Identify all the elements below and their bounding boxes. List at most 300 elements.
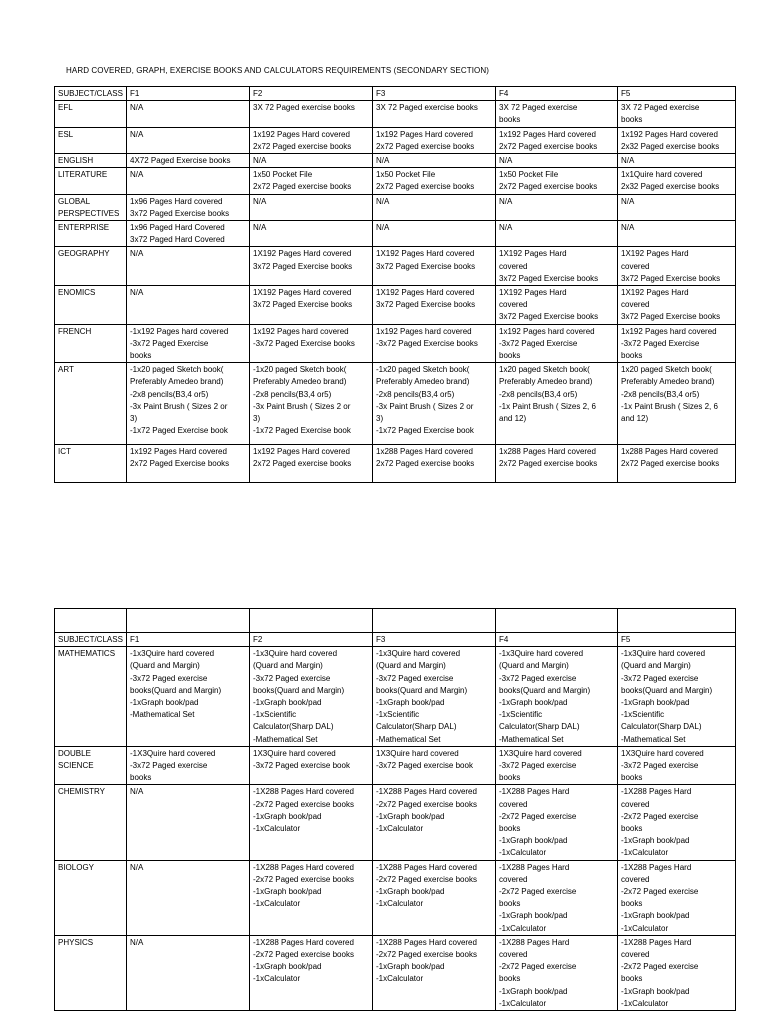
subject-cell [55, 647, 127, 747]
cell-line: covered [499, 300, 528, 310]
header-subject-class: SUBJECT/CLASS [55, 87, 127, 101]
cell-line: N/A [130, 103, 144, 113]
cell-line: -Mathematical Set [130, 710, 195, 720]
subject-cell [55, 363, 127, 445]
subject-cell [55, 101, 127, 127]
table-row [55, 445, 736, 483]
requirement-cell [373, 286, 496, 325]
requirement-cell [618, 746, 736, 785]
cell-line: 3) [253, 414, 261, 424]
requirement-cell [373, 168, 496, 194]
table-row [55, 247, 736, 286]
cell-line: ENGLISH [58, 156, 94, 166]
subject-cell [55, 286, 127, 325]
cell-line: covered [621, 874, 650, 884]
cell-line: 3x72 Paged Exercise books [253, 300, 353, 310]
cell-line: -3x72 Paged Exercise books [253, 338, 355, 348]
subject-cell [55, 860, 127, 935]
cell-line: 3) [376, 414, 384, 424]
requirement-cell [250, 860, 373, 935]
requirement-cell [250, 168, 373, 194]
header-form-4: F4 [496, 87, 618, 101]
cell-line: 3x72 Paged Exercise books [621, 273, 721, 283]
cell-line: N/A [130, 937, 144, 947]
cell-line: -2x8 pencils(B3,4 or5) [130, 389, 209, 399]
cell-line: N/A [130, 170, 144, 180]
cell-line: 3x72 Paged Exercise books [376, 261, 476, 271]
cell-line: -3x72 Paged exercise [130, 761, 208, 771]
requirement-cell [618, 101, 736, 127]
table-row [55, 324, 736, 363]
requirement-cell [618, 647, 736, 747]
requirement-cell [373, 746, 496, 785]
requirement-cell [618, 194, 736, 220]
cell-line: N/A [621, 196, 635, 206]
requirement-cell [127, 445, 250, 483]
cell-line: -3x72 Paged exercise [130, 673, 208, 683]
table-row [55, 935, 736, 1010]
cell-line: -Mathematical Set [621, 734, 686, 744]
requirements-table-1 [54, 86, 736, 483]
cell-line: 1x192 Pages hard covered [376, 326, 472, 336]
cell-line: -1xCalculator [621, 998, 669, 1008]
cell-line: -1xCalculator [376, 824, 424, 834]
blank-cell [373, 609, 496, 633]
requirement-cell [496, 101, 618, 127]
cell-line: -3x72 Paged exercise [499, 673, 577, 683]
requirement-cell [127, 101, 250, 127]
blank-cell [250, 609, 373, 633]
cell-line: 2x72 Paged exercise books [253, 141, 352, 151]
cell-line: 4X72 Paged Exercise books [130, 156, 231, 166]
cell-line: N/A [499, 223, 513, 233]
cell-line: -3x72 Paged Exercise [130, 338, 209, 348]
cell-line: 2x72 Paged exercise books [621, 459, 720, 469]
cell-line: N/A [499, 156, 513, 166]
header-form-5: F5 [618, 87, 736, 101]
cell-line: 3x72 Paged Exercise books [253, 261, 353, 271]
header-subject-class: SUBJECT/CLASS [55, 633, 127, 647]
cell-line: -1xCalculator [253, 974, 301, 984]
cell-line: books(Quard and Margin) [253, 685, 345, 695]
cell-line: Preferably Amedeo brand) [621, 377, 715, 387]
requirement-cell [250, 247, 373, 286]
cell-line: -2x8 pencils(B3,4 or5) [499, 389, 578, 399]
requirement-cell [496, 247, 618, 286]
cell-line: -1X288 Pages Hard [621, 862, 692, 872]
table-row [55, 286, 736, 325]
cell-line: 1X3Quire hard covered [621, 748, 704, 758]
cell-line: -2x8 pencils(B3,4 or5) [376, 389, 455, 399]
blank-cell [127, 609, 250, 633]
cell-line: 1x192 Pages Hard covered [130, 447, 227, 457]
cell-line: ENTERPRISE [58, 223, 110, 233]
cell-line: books [621, 115, 643, 125]
cell-line: -1xGraph book/pad [253, 698, 322, 708]
header-form-5: F5 [618, 633, 736, 647]
cell-line: -3x72 Paged exercise [499, 761, 577, 771]
cell-line: -1X288 Pages Hard covered [376, 862, 477, 872]
cell-line: -1x3Quire hard covered [253, 649, 338, 659]
requirement-cell [618, 860, 736, 935]
cell-line: -1x72 Paged Exercise book [253, 426, 351, 436]
cell-line: 1x192 Pages hard covered [253, 326, 349, 336]
cell-line: books [499, 974, 521, 984]
cell-line: 1x192 Pages Hard covered [621, 129, 718, 139]
subject-cell [55, 746, 127, 785]
cell-line: 1x288 Pages Hard covered [376, 447, 473, 457]
cell-line: 3x72 Paged Exercise books [499, 273, 599, 283]
cell-line: 1x1Quire hard covered [621, 170, 703, 180]
document-title: HARD COVERED, GRAPH, EXERCISE BOOKS AND CALCULATORS REQUIREMENTS (SECONDARY SECTION) [66, 66, 489, 75]
requirement-cell [496, 324, 618, 363]
cell-line: 1X192 Pages Hard covered [253, 288, 352, 298]
requirement-cell [496, 860, 618, 935]
requirement-cell [496, 194, 618, 220]
requirement-cell [618, 168, 736, 194]
table-row [55, 127, 736, 153]
cell-line: books [621, 899, 643, 909]
requirement-cell [618, 324, 736, 363]
cell-line: N/A [130, 862, 144, 872]
cell-line: (Quard and Margin) [621, 661, 691, 671]
cell-line: -1xCalculator [376, 974, 424, 984]
requirement-cell [373, 363, 496, 445]
cell-line: -1x72 Paged Exercise book [130, 426, 228, 436]
cell-line: -1xGraph book/pad [621, 911, 690, 921]
cell-line: 1x50 Pocket File [253, 170, 313, 180]
requirement-cell [127, 785, 250, 860]
cell-line: N/A [253, 156, 267, 166]
cell-line: 1X192 Pages Hard covered [376, 249, 475, 259]
header-form-3: F3 [373, 87, 496, 101]
requirement-cell [250, 154, 373, 168]
cell-line: 3X 72 Paged exercise books [253, 103, 355, 113]
requirement-cell [618, 247, 736, 286]
requirement-cell [250, 785, 373, 860]
cell-line: 1x50 Pocket File [376, 170, 436, 180]
subject-cell [55, 247, 127, 286]
subject-cell [55, 445, 127, 483]
cell-line: -Mathematical Set [499, 734, 564, 744]
requirement-cell [373, 247, 496, 286]
header-form-2: F2 [250, 633, 373, 647]
blank-row [55, 609, 736, 633]
requirement-cell [250, 101, 373, 127]
cell-line: -3x Paint Brush ( Sizes 2 or [130, 401, 228, 411]
subject-cell [55, 168, 127, 194]
cell-line: -1xGraph book/pad [253, 811, 322, 821]
cell-line: BIOLOGY [58, 862, 95, 872]
cell-line: 1x192 Pages Hard covered [253, 447, 350, 457]
cell-line: ICT [58, 447, 71, 457]
cell-line: 1X192 Pages Hard covered [253, 249, 352, 259]
requirement-cell [496, 154, 618, 168]
requirement-cell [496, 445, 618, 483]
cell-line: 2x32 Paged exercise books [621, 182, 720, 192]
cell-line: -1xGraph book/pad [621, 698, 690, 708]
cell-line: -1x20 paged Sketch book( [376, 365, 470, 375]
requirement-cell [127, 324, 250, 363]
subject-cell [55, 194, 127, 220]
table-row [55, 154, 736, 168]
cell-line: covered [621, 950, 650, 960]
cell-line: covered [621, 261, 650, 271]
requirement-cell [496, 363, 618, 445]
cell-line: PHYSICS [58, 937, 94, 947]
cell-line: (Quard and Margin) [499, 661, 569, 671]
cell-line: books(Quard and Margin) [130, 685, 222, 695]
cell-line: -1xGraph book/pad [376, 887, 445, 897]
cell-line: books [621, 974, 643, 984]
requirement-cell [127, 247, 250, 286]
cell-line: -2x72 Paged exercise [621, 887, 699, 897]
cell-line: 1x50 Pocket File [499, 170, 559, 180]
cell-line: -1X288 Pages Hard covered [253, 862, 354, 872]
blank-cell [618, 609, 736, 633]
cell-line: 3x72 Paged Exercise books [499, 312, 599, 322]
requirement-cell [127, 860, 250, 935]
requirement-cell [618, 935, 736, 1010]
cell-line: N/A [130, 288, 144, 298]
cell-line: -1xCalculator [499, 848, 547, 858]
requirement-cell [250, 363, 373, 445]
requirement-cell [373, 154, 496, 168]
cell-line: -1xGraph book/pad [376, 962, 445, 972]
cell-line: -3x72 Paged exercise [253, 673, 331, 683]
cell-line: 1x192 Pages Hard covered [253, 129, 350, 139]
cell-line: -1xCalculator [253, 824, 301, 834]
requirement-cell [496, 935, 618, 1010]
cell-line: covered [499, 799, 528, 809]
cell-line: -1xCalculator [621, 923, 669, 933]
cell-line: books [499, 899, 521, 909]
cell-line: 1x288 Pages Hard covered [621, 447, 718, 457]
cell-line: -1xGraph book/pad [621, 836, 690, 846]
cell-line: 3X 72 Paged exercise [621, 103, 700, 113]
cell-line: -1x3Quire hard covered [130, 649, 215, 659]
cell-line: 2x72 Paged exercise books [499, 459, 598, 469]
cell-line: -1X288 Pages Hard [621, 937, 692, 947]
cell-line: -1X288 Pages Hard covered [253, 787, 354, 797]
cell-line: GEOGRAPHY [58, 249, 110, 259]
requirement-cell [496, 647, 618, 747]
requirement-cell [250, 445, 373, 483]
cell-line: -1xGraph book/pad [621, 986, 690, 996]
requirement-cell [373, 647, 496, 747]
cell-line: -2x72 Paged exercise books [253, 874, 354, 884]
requirement-cell [250, 324, 373, 363]
cell-line: -1x192 Pages hard covered [130, 326, 229, 336]
header-row [55, 633, 736, 647]
cell-line: 3x72 Paged Hard Covered [130, 235, 225, 245]
cell-line: PERSPECTIVES [58, 208, 120, 218]
table-row [55, 221, 736, 247]
cell-line: 3) [130, 414, 138, 424]
cell-line: -1xCalculator [499, 998, 547, 1008]
cell-line: -3x Paint Brush ( Sizes 2 or [253, 401, 351, 411]
requirement-cell [127, 221, 250, 247]
cell-line: Calculator(Sharp DAL) [376, 722, 457, 732]
cell-line: N/A [130, 787, 144, 797]
cell-line: (Quard and Margin) [253, 661, 323, 671]
cell-line: -1xGraph book/pad [130, 698, 199, 708]
header-form-1: F1 [127, 633, 250, 647]
subject-cell [55, 324, 127, 363]
cell-line: -Mathematical Set [376, 734, 441, 744]
requirement-cell [373, 221, 496, 247]
cell-line: -1xGraph book/pad [253, 962, 322, 972]
cell-line: 1X192 Pages Hard [621, 249, 689, 259]
cell-line: -1x Paint Brush ( Sizes 2, 6 [499, 401, 596, 411]
requirement-cell [250, 221, 373, 247]
cell-line: -1x20 paged Sketch book( [130, 365, 224, 375]
requirement-cell [250, 746, 373, 785]
cell-line: -3x72 Paged exercise [621, 761, 699, 771]
cell-line: -2x72 Paged exercise [621, 962, 699, 972]
cell-line: -1xGraph book/pad [253, 887, 322, 897]
requirement-cell [373, 935, 496, 1010]
requirement-cell [496, 746, 618, 785]
cell-line: -1x3Quire hard covered [376, 649, 461, 659]
cell-line: books [499, 115, 521, 125]
subject-cell [55, 154, 127, 168]
cell-line: -1xScientific [376, 710, 420, 720]
cell-line: 1X3Quire hard covered [253, 748, 336, 758]
cell-line: books [499, 824, 521, 834]
cell-line: books [621, 773, 643, 783]
cell-line: Calculator(Sharp DAL) [253, 722, 334, 732]
cell-line: -1xCalculator [499, 923, 547, 933]
requirement-cell [127, 154, 250, 168]
cell-line: -3x Paint Brush ( Sizes 2 or [376, 401, 474, 411]
table-row [55, 168, 736, 194]
cell-line: -1xGraph book/pad [499, 836, 568, 846]
requirement-cell [250, 127, 373, 153]
cell-line: ART [58, 365, 74, 375]
cell-line: DOUBLE [58, 748, 91, 758]
cell-line: ENOMICS [58, 288, 96, 298]
cell-line: -1xScientific [621, 710, 665, 720]
table-row [55, 194, 736, 220]
requirement-cell [127, 168, 250, 194]
cell-line: books(Quard and Margin) [376, 685, 468, 695]
cell-line: N/A [376, 156, 390, 166]
subject-cell [55, 127, 127, 153]
cell-line: -2x72 Paged exercise [621, 811, 699, 821]
requirement-cell [618, 286, 736, 325]
requirement-cell [496, 168, 618, 194]
table-row [55, 101, 736, 127]
cell-line: 3X 72 Paged exercise [499, 103, 578, 113]
cell-line: -1X288 Pages Hard [621, 787, 692, 797]
cell-line: 1x96 Paged Hard Covered [130, 223, 225, 233]
header-form-1: F1 [127, 87, 250, 101]
requirement-cell [127, 286, 250, 325]
header-form-2: F2 [250, 87, 373, 101]
table-row [55, 363, 736, 445]
requirement-cell [127, 363, 250, 445]
cell-line: 3x72 Paged Exercise books [621, 312, 721, 322]
requirement-cell [496, 785, 618, 860]
cell-line: -1x Paint Brush ( Sizes 2, 6 [621, 401, 718, 411]
requirement-cell [127, 746, 250, 785]
cell-line: 2x72 Paged Exercise books [130, 459, 230, 469]
requirement-cell [373, 194, 496, 220]
requirement-cell [618, 127, 736, 153]
cell-line: books [130, 773, 152, 783]
cell-line: -1xGraph book/pad [499, 698, 568, 708]
cell-line: -1X288 Pages Hard [499, 937, 570, 947]
cell-line: CHEMISTRY [58, 787, 105, 797]
cell-line: ESL [58, 129, 74, 139]
requirement-cell [496, 127, 618, 153]
table-row [55, 860, 736, 935]
cell-line: -1X288 Pages Hard [499, 862, 570, 872]
cell-line: covered [621, 799, 650, 809]
cell-line: Calculator(Sharp DAL) [499, 722, 580, 732]
cell-line: FRENCH [58, 326, 92, 336]
cell-line: 1X192 Pages Hard [499, 288, 567, 298]
cell-line: -1x72 Paged Exercise book [376, 426, 474, 436]
requirement-cell [618, 154, 736, 168]
cell-line: books(Quard and Margin) [499, 685, 591, 695]
cell-line: -1xScientific [253, 710, 297, 720]
requirements-table-2 [54, 608, 736, 1011]
cell-line: N/A [499, 196, 513, 206]
cell-line: and 12) [621, 414, 649, 424]
cell-line: Calculator(Sharp DAL) [621, 722, 702, 732]
cell-line: 1x20 paged Sketch book( [621, 365, 712, 375]
cell-line: -1X288 Pages Hard [499, 787, 570, 797]
cell-line: -2x72 Paged exercise [499, 962, 577, 972]
cell-line: 2x72 Paged exercise books [376, 141, 475, 151]
cell-line: -2x72 Paged exercise books [253, 950, 354, 960]
cell-line: -2x8 pencils(B3,4 or5) [253, 389, 332, 399]
cell-line: 2x72 Paged exercise books [499, 141, 598, 151]
cell-line: -1x20 paged Sketch book( [253, 365, 347, 375]
blank-cell [496, 609, 618, 633]
cell-line: N/A [130, 249, 144, 259]
subject-cell [55, 935, 127, 1010]
requirement-cell [496, 286, 618, 325]
cell-line: 1X192 Pages Hard [621, 288, 689, 298]
cell-line: -1X288 Pages Hard covered [376, 937, 477, 947]
cell-line: N/A [376, 196, 390, 206]
cell-line: covered [499, 874, 528, 884]
requirement-cell [373, 324, 496, 363]
requirement-cell [373, 860, 496, 935]
cell-line: 1x192 Pages hard covered [621, 326, 717, 336]
subject-cell [55, 785, 127, 860]
table-row [55, 647, 736, 747]
requirement-cell [250, 935, 373, 1010]
cell-line: 2x72 Paged exercise books [376, 459, 475, 469]
cell-line: -3x72 Paged exercise [376, 673, 454, 683]
table-row [55, 746, 736, 785]
cell-line: -2x8 pencils(B3,4 or5) [621, 389, 700, 399]
cell-line: -1X288 Pages Hard covered [253, 937, 354, 947]
cell-line: (Quard and Margin) [130, 661, 200, 671]
cell-line: -1xCalculator [253, 899, 301, 909]
cell-line: 1x192 Pages Hard covered [376, 129, 473, 139]
cell-line: -1xGraph book/pad [499, 911, 568, 921]
cell-line: 3x72 Paged Exercise books [376, 300, 476, 310]
cell-line: -2x72 Paged exercise books [376, 874, 477, 884]
cell-line: -1xCalculator [621, 848, 669, 858]
subject-cell [55, 221, 127, 247]
cell-line: -3x72 Paged exercise [621, 673, 699, 683]
